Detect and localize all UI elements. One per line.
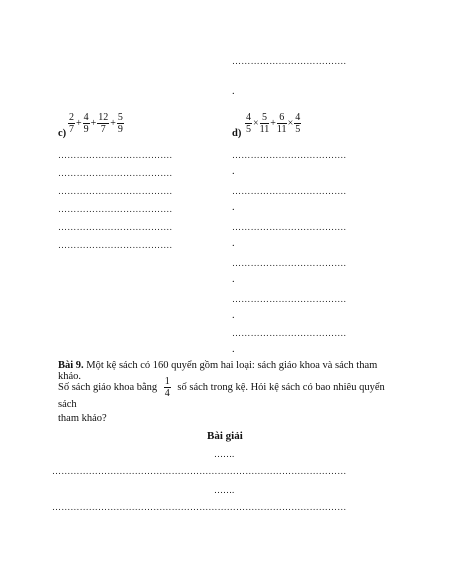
period: . xyxy=(232,238,235,249)
period: . xyxy=(232,86,235,97)
fraction-numerator: 12 xyxy=(98,112,109,123)
fraction-denominator: 9 xyxy=(83,124,89,135)
period: . xyxy=(232,202,235,213)
answer-line: ………………………………. xyxy=(58,204,173,214)
fraction-numerator: 6 xyxy=(277,112,287,124)
fraction-denominator: 7 xyxy=(100,124,106,135)
fraction xyxy=(97,112,109,135)
fraction-denominator: 5 xyxy=(295,124,301,135)
answer-line-short: ……. xyxy=(214,449,235,459)
operator: + xyxy=(270,118,276,129)
answer-line: ………………………………. xyxy=(232,56,347,66)
fraction-one-fourth xyxy=(164,376,171,399)
answer-line: ………………………………. xyxy=(58,150,173,160)
fraction-numerator: 5 xyxy=(260,112,270,124)
answer-line: ………………………………. xyxy=(58,222,173,232)
answer-line: ………………………………. xyxy=(232,150,347,160)
answer-line: ………………………………. xyxy=(232,258,347,268)
problem-title: Bài 9. xyxy=(58,360,84,371)
solution-title: Bài giải xyxy=(207,430,243,442)
answer-line-long: …………………………………………………………………………………… xyxy=(52,466,347,476)
fraction-numerator: 4 xyxy=(295,112,301,123)
problem-text: Một kệ sách có 160 quyển gồm hai loại: sách giáo khoa và sách tham khảo. xyxy=(58,360,378,382)
answer-line: ………………………………. xyxy=(232,186,347,196)
fraction-numerator: 5 xyxy=(117,112,123,123)
operator: + xyxy=(90,118,97,129)
fraction-denominator: 11 xyxy=(276,124,287,135)
fraction-numerator: 1 xyxy=(164,376,170,387)
operator: + xyxy=(76,118,82,129)
fraction-numerator: 2 xyxy=(69,112,74,123)
fraction-numerator: 4 xyxy=(83,112,89,123)
answer-line-long: …………………………………………………………………………………… xyxy=(52,502,347,512)
operator: × xyxy=(287,118,294,129)
answer-line-short: ……. xyxy=(214,485,235,495)
fraction-numerator: 4 xyxy=(246,112,251,123)
fraction xyxy=(260,112,270,135)
problem-statement-line3: tham khảo? xyxy=(58,413,107,424)
fraction-denominator: 5 xyxy=(246,124,251,135)
item-c-label: c) xyxy=(58,128,67,139)
problem-text-after-fraction: số sách trong kệ. Hỏi kệ sách có bao nhiêu quyển sách xyxy=(58,382,385,411)
fraction-denominator: 4 xyxy=(164,388,170,399)
fraction xyxy=(83,112,90,135)
answer-line: ………………………………. xyxy=(58,240,173,250)
answer-line: ………………………………. xyxy=(58,168,173,178)
fraction-denominator: 9 xyxy=(117,124,123,135)
answer-line: ………………………………. xyxy=(58,186,173,196)
answer-line: ………………………………. xyxy=(232,222,347,232)
fraction xyxy=(68,112,75,135)
fraction xyxy=(245,112,252,135)
item-d-label: d) xyxy=(232,128,242,139)
fraction xyxy=(117,112,124,135)
period: . xyxy=(232,310,235,321)
operator: + xyxy=(110,118,116,129)
answer-line: ………………………………. xyxy=(232,294,347,304)
expression-c xyxy=(68,112,124,135)
period: . xyxy=(232,344,235,355)
period: . xyxy=(232,274,235,285)
fraction xyxy=(277,112,287,135)
fraction-denominator: 7 xyxy=(69,124,74,135)
fraction xyxy=(294,112,301,135)
problem-text-before-fraction: Số sách giáo khoa bằng xyxy=(58,382,158,393)
operator: × xyxy=(253,118,259,129)
fraction-denominator: 11 xyxy=(259,124,270,135)
expression-d xyxy=(245,112,301,135)
period: . xyxy=(232,166,235,177)
problem-statement-line2 xyxy=(58,376,403,410)
answer-line: ………………………………. xyxy=(232,328,347,338)
